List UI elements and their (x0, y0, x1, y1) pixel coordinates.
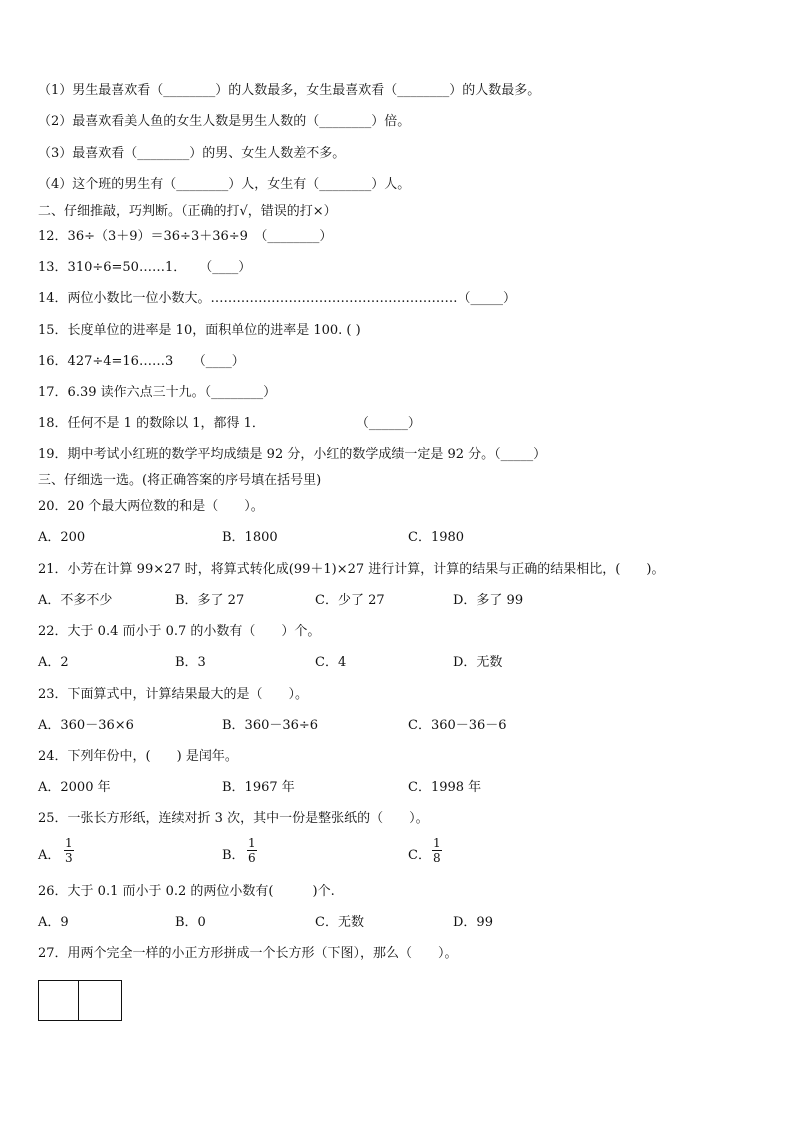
q20-option-a: A．200 (38, 530, 86, 545)
question-26: 26．大于 0.1 而小于 0.2 的两位小数有( )个. (38, 884, 335, 899)
question-13: 13．310÷6=50……1． （____） (38, 260, 252, 275)
q25-option-b-fraction (246, 836, 258, 865)
q20-option-c: C．1980 (408, 530, 465, 545)
question-19: 19．期中考试小红班的数学平均成绩是 92 分，小红的数学成绩一定是 92 分。（_____） (38, 447, 547, 462)
q26-option-c: C．无数 (315, 915, 364, 930)
question-24: 24．下列年份中，( ) 是闰年。 (38, 749, 238, 764)
question-20: 20．20 个最大两位数的和是（ ）。 (38, 499, 264, 514)
q22-option-c: C．4 (315, 655, 347, 670)
q21-option-a: A．不多不少 (38, 593, 113, 608)
q25-option-b-label: B． (222, 848, 245, 863)
q24-option-a: A．2000 年 (38, 780, 111, 795)
q23-option-b: B．360－36÷6 (222, 718, 319, 733)
q21-option-b: B．多了 27 (175, 593, 245, 608)
q25-option-a-fraction (63, 836, 75, 865)
q26-option-b: B．0 (175, 915, 206, 930)
question-25: 25．一张长方形纸，连续对折 3 次，其中一份是整张纸的（ ）。 (38, 811, 429, 826)
q25-option-a-label: A． (38, 848, 61, 863)
two-squares-rectangle-figure (38, 980, 122, 1022)
q21-option-d: D．多了 99 (453, 593, 524, 608)
q23-option-a: A．360－36×6 (38, 718, 134, 733)
q25-option-c-fraction (431, 836, 443, 865)
question-27: 27．用两个完全一样的小正方形拼成一个长方形（下图），那么（ ）。 (38, 946, 458, 961)
question-18: 18．任何不是 1 的数除以 1，都得 1． （______） (38, 416, 421, 431)
q26-option-d: D．99 (453, 915, 493, 930)
question-22: 22．大于 0.4 而小于 0.7 的小数有（ ）个。 (38, 624, 321, 639)
section-2-heading: 二、仔细推敲，巧判断。（正确的打√，错误的打×） (38, 204, 337, 219)
right-square (79, 980, 122, 1021)
q24-option-b: B．1967 年 (222, 780, 295, 795)
question-12: 12．36÷（3＋9）＝36÷3＋36÷9 （________） (38, 229, 333, 244)
question-17: 17．6.39 读作六点三十九。（________） (38, 385, 277, 400)
question-15: 15．长度单位的进率是 10，面积单位的进率是 100. ( ) (38, 323, 361, 338)
q25-option-c-label: C． (408, 848, 431, 863)
fraction-numerator: 1 (65, 836, 73, 850)
subquestion-4: （4）这个班的男生有（________）人，女生有（________）人。 (38, 177, 411, 192)
q22-option-a: A．2 (38, 655, 69, 670)
q23-option-c: C．360－36－6 (408, 718, 507, 733)
fraction-denominator: 8 (433, 851, 441, 865)
question-21: 21．小芳在计算 99×27 时，将算式转化成(99＋1)×27 进行计算，计算的结果与正确的结果相比，( )。 (38, 562, 665, 577)
fraction-denominator: 6 (248, 851, 256, 865)
subquestion-1: （1）男生最喜欢看（________）的人数最多，女生最喜欢看（________）的人数最多。 (38, 83, 541, 98)
q20-option-b: B．1800 (222, 530, 278, 545)
fraction-numerator: 1 (433, 836, 441, 850)
question-14: 14．两位小数比一位小数大。…………………………………………………（_____） (38, 291, 517, 306)
q21-option-c: C．少了 27 (315, 593, 385, 608)
q22-option-d: D．无数 (453, 655, 503, 670)
subquestion-3: （3）最喜欢看（________）的男、女生人数差不多。 (38, 146, 346, 161)
q26-option-a: A．9 (38, 915, 69, 930)
fraction-numerator: 1 (248, 836, 256, 850)
fraction-denominator: 3 (65, 851, 73, 865)
question-23: 23．下面算式中，计算结果最大的是（ ）。 (38, 687, 309, 702)
subquestion-2: （2）最喜欢看美人鱼的女生人数是男生人数的（________）倍。 (38, 114, 411, 129)
section-3-heading: 三、仔细选一选。(将正确答案的序号填在括号里) (38, 473, 322, 488)
question-16: 16．427÷4=16……3 （____） (38, 354, 245, 369)
left-square (38, 980, 79, 1021)
q22-option-b: B．3 (175, 655, 206, 670)
q24-option-c: C．1998 年 (408, 780, 482, 795)
